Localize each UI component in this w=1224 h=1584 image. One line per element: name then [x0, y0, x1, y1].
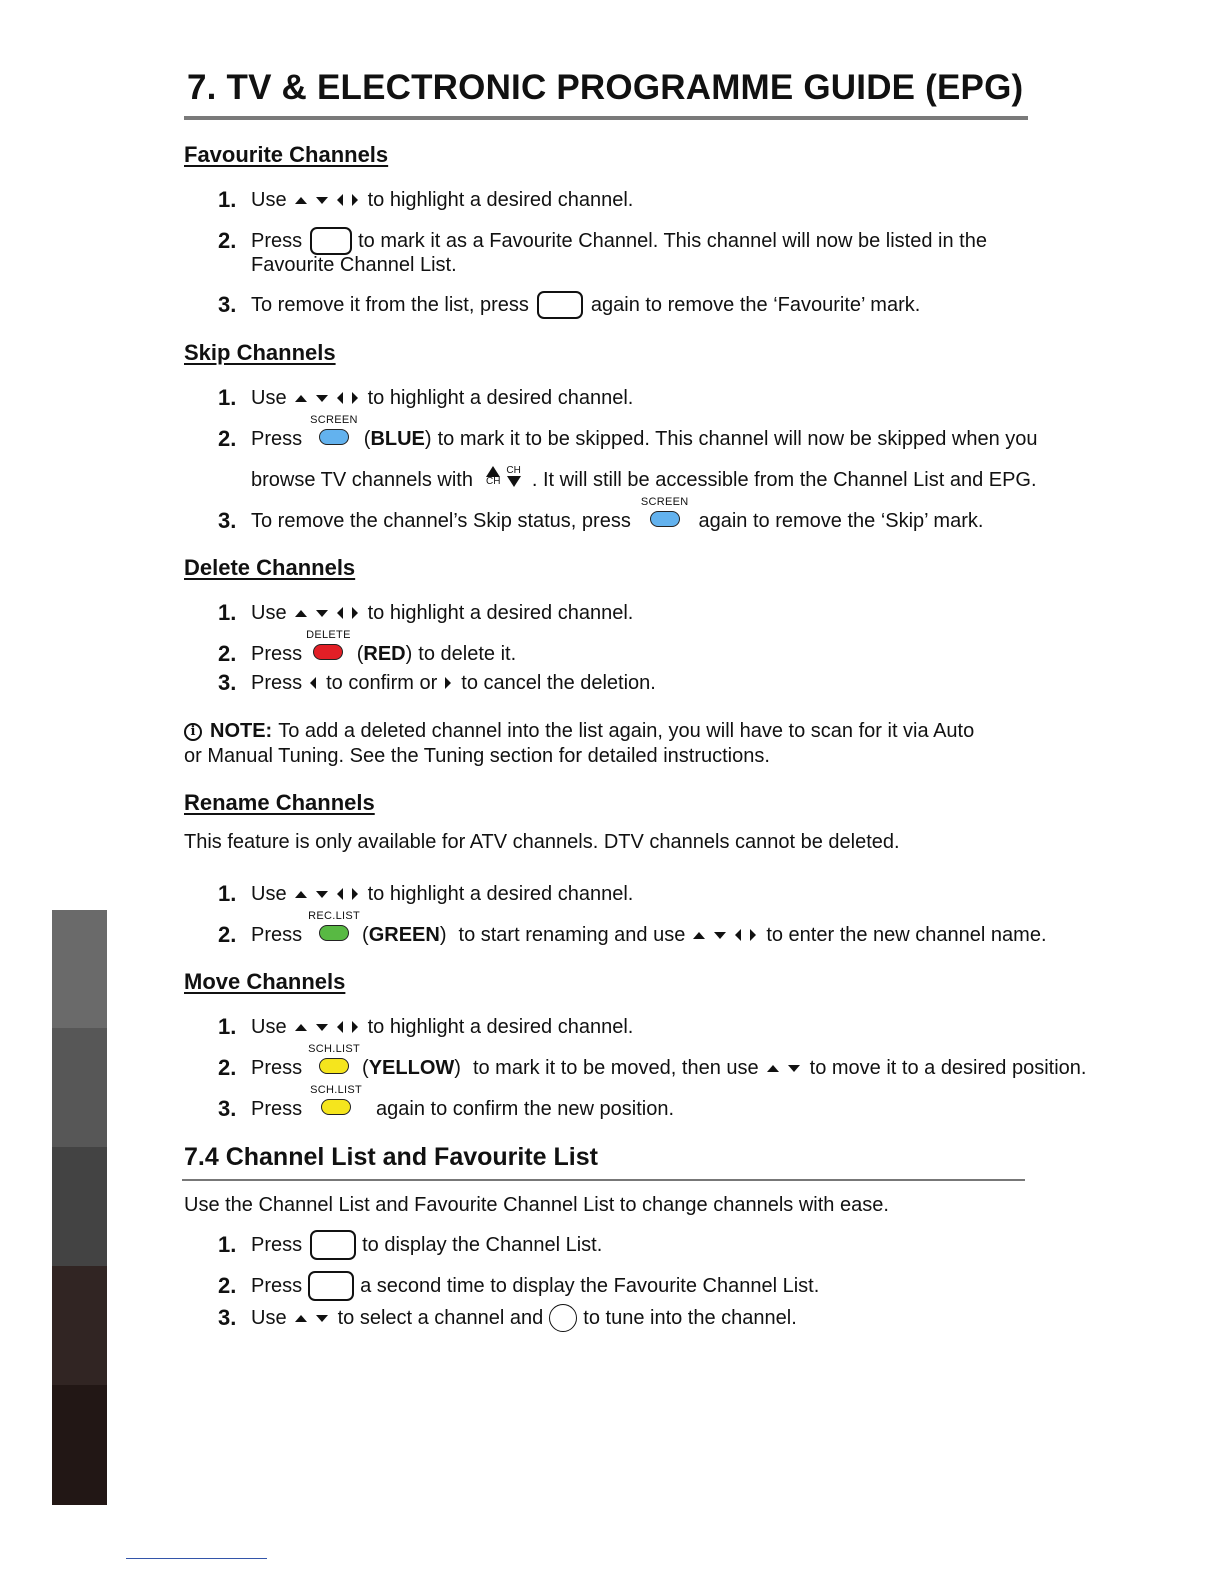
- rename-heading: Rename Channels: [184, 790, 375, 815]
- side-tab-5: [52, 1385, 107, 1505]
- side-tab-3: [52, 1147, 107, 1267]
- left-arrow-icon: [310, 677, 316, 689]
- side-tab-4: [52, 1266, 107, 1386]
- nav-arrows-icon: [295, 392, 358, 404]
- delete-note: i NOTE: To add a deleted channel into the list again, you will have to scan for it via Auto or Manual Tuning. See the Tuning section for detailed instructions.: [184, 720, 975, 767]
- ok-key-icon: [549, 1304, 577, 1332]
- footer-rule: [126, 1558, 267, 1559]
- section-divider: [182, 1179, 1025, 1181]
- skip-step-3: 3. To remove the channel’s Skip status, press SCREEN again to remove the ‘Skip’ mark.: [218, 496, 984, 533]
- favourite-step-2: 2. Press to mark it as a Favourite Channel. This channel will now be listed in the: [218, 228, 987, 253]
- side-tab-2: [52, 1028, 107, 1148]
- nav-arrows-icon: [295, 194, 358, 206]
- rename-step-2: 2. Press REC.LIST (GREEN) to start renaming and use to enter the new channel name.: [218, 910, 1047, 947]
- skip-heading: Skip Channels: [184, 340, 336, 365]
- rename-intro: This feature is only available for ATV channels. DTV channels cannot be deleted.: [184, 831, 900, 853]
- favourite-heading: Favourite Channels: [184, 142, 389, 167]
- favourite-step-3: 3. To remove it from the list, press again to remove the ‘Favourite’ mark.: [218, 292, 921, 317]
- page-title: 7. TV & ELECTRONIC PROGRAMME GUIDE (EPG): [187, 68, 1024, 107]
- green-key-icon: REC.LIST: [308, 911, 360, 941]
- right-arrow-icon: [445, 677, 451, 689]
- move-step-1: 1. Use to highlight a desired channel.: [218, 1014, 634, 1039]
- list-step-2: 2. Press a second time to display the Favourite Channel List.: [218, 1273, 819, 1299]
- rename-step-1: 1. Use to highlight a desired channel.: [218, 881, 634, 906]
- list-step-1: 1. Press to display the Channel List.: [218, 1232, 602, 1258]
- info-icon: i: [184, 723, 202, 741]
- blue-key-icon: SCREEN: [310, 415, 358, 445]
- channel-up-down-icon: CH CH: [485, 464, 521, 487]
- nav-arrows-icon: [295, 888, 358, 900]
- move-step-2: 2. Press SCH.LIST (YELLOW) to mark it to be moved, then use to move it to a desired position.: [218, 1043, 1087, 1080]
- title-divider: [184, 116, 1028, 120]
- fav-key-icon: [310, 227, 352, 255]
- channel-list-key-icon: [308, 1271, 354, 1301]
- delete-step-2: 2. Press DELETE (RED) to delete it.: [218, 629, 517, 666]
- nav-arrows-icon: [295, 607, 358, 619]
- skip-step-1: 1. Use to highlight a desired channel.: [218, 385, 634, 410]
- yellow-key-icon: SCH.LIST: [310, 1085, 362, 1115]
- blue-key-icon: SCREEN: [641, 497, 689, 527]
- nav-arrows-icon: [693, 929, 756, 941]
- skip-step-2-cont: browse TV channels with CH CH . It will still be accessible from the Channel List and EPG.: [251, 464, 1037, 491]
- channel-list-heading: 7.4 Channel List and Favourite List: [184, 1143, 598, 1171]
- side-tab-1: [52, 910, 107, 1030]
- fav-key-icon: [537, 291, 583, 319]
- up-down-arrows-icon: [295, 1315, 328, 1322]
- move-heading: Move Channels: [184, 969, 346, 994]
- step-number: 1.: [218, 187, 237, 212]
- up-down-arrows-icon: [767, 1065, 800, 1072]
- delete-heading: Delete Channels: [184, 555, 356, 580]
- red-key-icon: DELETE: [306, 630, 351, 660]
- channel-list-intro: Use the Channel List and Favourite Channel List to change channels with ease.: [184, 1194, 889, 1216]
- skip-step-2: 2. Press SCREEN (BLUE) to mark it to be skipped. This channel will now be skipped when you: [218, 414, 1038, 451]
- yellow-key-icon: SCH.LIST: [308, 1044, 360, 1074]
- nav-arrows-icon: [295, 1021, 358, 1033]
- list-step-3: 3. Use to select a channel and to tune into the channel.: [218, 1305, 797, 1330]
- delete-step-1: 1. Use to highlight a desired channel.: [218, 600, 634, 625]
- delete-step-3: 3. Press to confirm or to cancel the deletion.: [218, 670, 656, 695]
- favourite-step-2-cont: Favourite Channel List.: [251, 253, 457, 276]
- move-step-3: 3. Press SCH.LIST again to confirm the new position.: [218, 1084, 674, 1121]
- channel-list-key-icon: [310, 1230, 356, 1260]
- favourite-step-1: 1. Use to highlight a desired channel.: [218, 187, 634, 212]
